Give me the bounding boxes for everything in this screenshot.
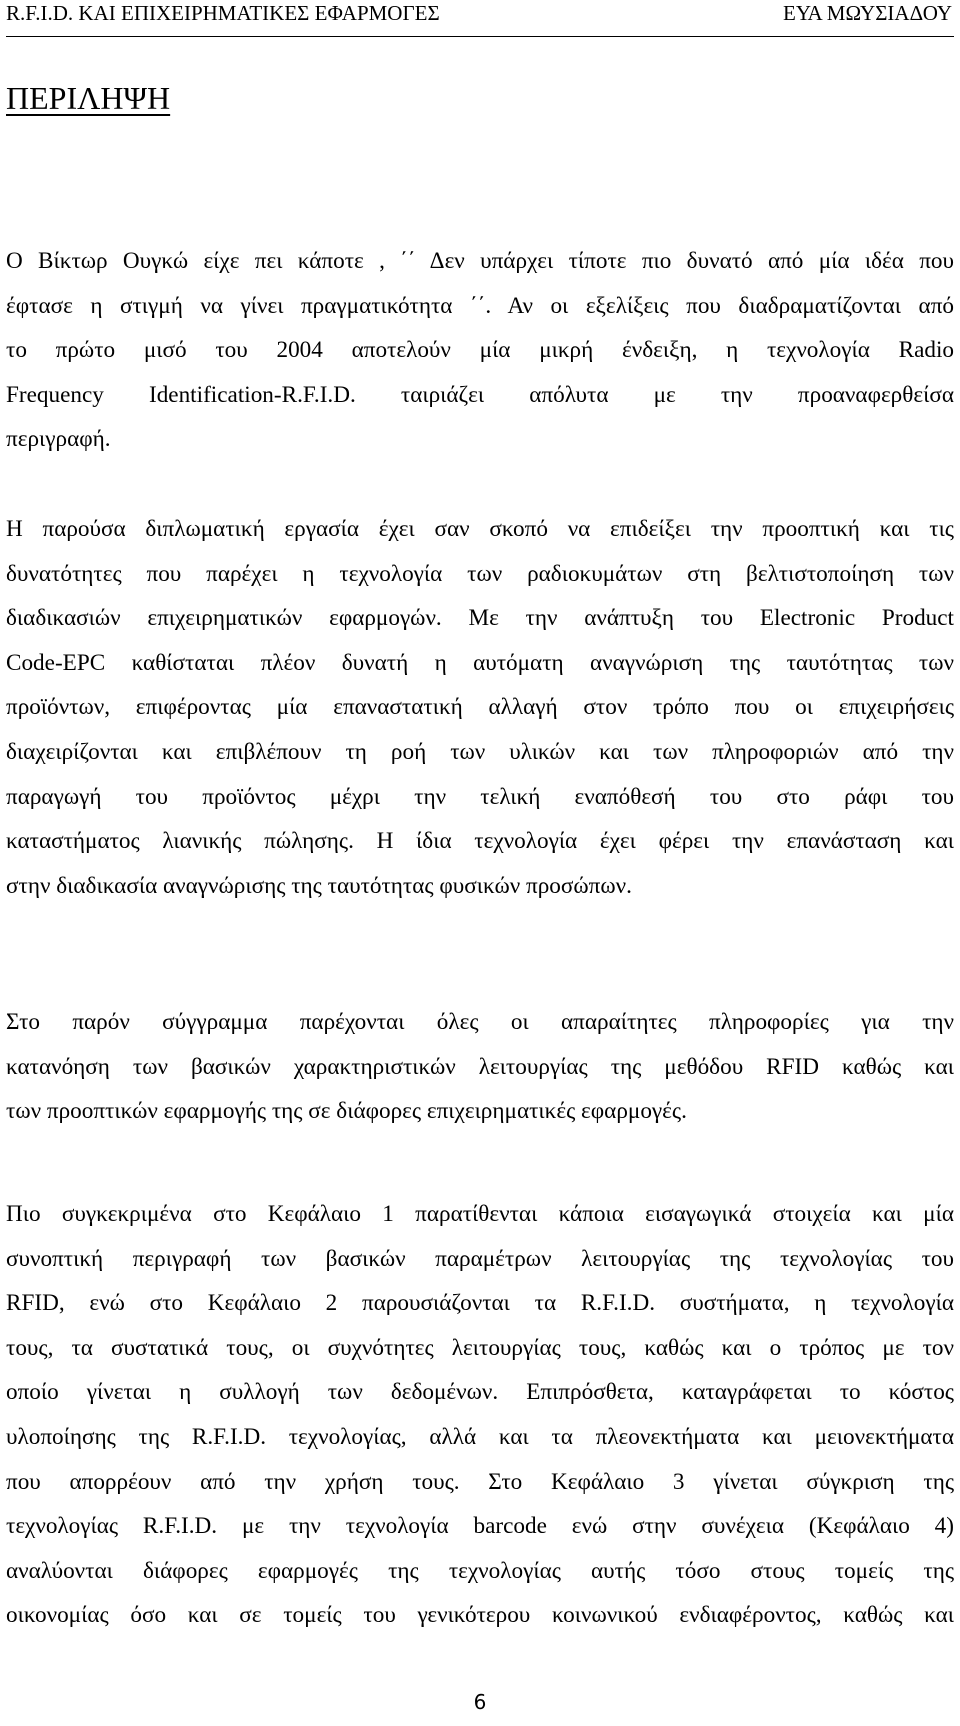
line-text: Η παρούσα διπλωματική εργασία έχει σαν σκοπό να επιδείξει την προοπτική και τις xyxy=(6,516,954,542)
paragraph-line xyxy=(6,1370,954,1415)
paragraph-line xyxy=(6,641,954,686)
paragraph-line xyxy=(6,1045,954,1090)
paragraph-line xyxy=(6,1549,954,1594)
paragraph-line xyxy=(6,284,954,329)
page-number: 6 xyxy=(473,1690,487,1714)
line-text: RFID, ενώ στο Κεφάλαιο 2 παρουσιάζονται τα R.F.I.D. συστήματα, η τεχνολογία xyxy=(6,1290,954,1317)
line-text: το πρώτο μισό του 2004 αποτελούν μία μικρή ένδειξη, η τεχνολογία Radio xyxy=(6,337,954,364)
paragraph-4 xyxy=(6,1192,954,1638)
line-text: αναλύονται διάφορες εφαρμογές της τεχνολογίας αυτής τόσο στους τομείς της xyxy=(6,1557,954,1584)
line-text: προϊόντων, επιφέροντας μία επαναστατική αλλαγή στον τρόπο που οι επιχειρήσεις xyxy=(6,694,954,721)
paragraph-line xyxy=(6,730,954,775)
line-text: διαχειρίζονται και επιβλέπουν τη ροή των υλικών και των πληροφοριών από την xyxy=(6,738,954,765)
paragraph-line xyxy=(6,685,954,730)
paragraph-3 xyxy=(6,1000,954,1134)
paragraph-line xyxy=(6,1504,954,1549)
paragraph-line xyxy=(6,1281,954,1326)
paragraph-1 xyxy=(6,239,954,462)
line-text: καταστήματος λιανικής πώλησης. Η ίδια τεχνολογία έχει φέρει την επανάσταση και xyxy=(6,828,954,855)
line-text: υλοποίησης της R.F.I.D. τεχνολογίας, αλλά και τα πλεονεκτήματα και μειονεκτήματα xyxy=(6,1423,954,1450)
paragraph-line xyxy=(6,1460,954,1505)
line-text: Code-EPC καθίσταται πλέον δυνατή η αυτόματη αναγνώριση της ταυτότητας των xyxy=(6,649,954,676)
paragraph-line xyxy=(6,819,954,864)
paragraph-2 xyxy=(6,507,954,908)
line-text: που απορρέουν από την χρήση τους. Στο Κεφάλαιο 3 γίνεται σύγκριση της xyxy=(6,1468,954,1495)
paragraph-line xyxy=(6,417,954,462)
running-header xyxy=(6,0,954,37)
header-author: ΕΥΑ ΜΩΥΣΙΑΔΟΥ xyxy=(783,1,952,25)
line-text: παραγωγή του προϊόντος μέχρι την τελική εναπόθεσή του στο ράφι του xyxy=(6,783,954,810)
line-text: τεχνολογίας R.F.I.D. με την τεχνολογία barcode ενώ στην συνέχεια (Κεφάλαιο 4) xyxy=(6,1513,954,1540)
paragraph-line xyxy=(6,775,954,820)
paragraph-line xyxy=(6,328,954,373)
paragraph-line xyxy=(6,1237,954,1282)
line-text: Ο Βίκτωρ Ουγκώ είχε πει κάποτε , ΄΄ Δεν υπάρχει τίποτε πιο δυνατό από μία ιδέα που xyxy=(6,248,954,274)
line-text: Πιο συγκεκριμένα στο Κεφάλαιο 1 παρατίθενται κάποια εισαγωγικά στοιχεία και μία xyxy=(6,1201,954,1227)
paragraph-line xyxy=(6,239,954,284)
line-text: περιγραφή. xyxy=(6,426,111,453)
line-text: τους, τα συστατικά τους, οι συχνότητες λειτουργίας τους, καθώς και ο τρόπος με τον xyxy=(6,1334,954,1361)
paragraph-line xyxy=(6,507,954,552)
line-text: συνοπτική περιγραφή των βασικών παραμέτρων λειτουργίας της τεχνολογίας του xyxy=(6,1245,954,1272)
paragraph-line xyxy=(6,1593,954,1638)
section-title: ΠΕΡΙΛΗΨΗ xyxy=(6,80,171,116)
paragraph-line xyxy=(6,1326,954,1371)
paragraph-line xyxy=(6,373,954,418)
paragraph-line xyxy=(6,1089,954,1134)
line-text: διαδικασιών επιχειρηματικών εφαρμογών. Με την ανάπτυξη του Electronic Product xyxy=(6,605,954,632)
line-text: δυνατότητες που παρέχει η τεχνολογία των ραδιοκυμάτων στη βελτιστοποίηση των xyxy=(6,560,954,587)
paragraph-line xyxy=(6,552,954,597)
line-text: Στο παρόν σύγγραμμα παρέχονται όλες οι απαραίτητες πληροφορίες για την xyxy=(6,1009,954,1035)
line-text: κατανόηση των βασικών χαρακτηριστικών λειτουργίας της μεθόδου RFID καθώς και xyxy=(6,1053,954,1080)
line-text: στην διαδικασία αναγνώρισης της ταυτότητας φυσικών προσώπων. xyxy=(6,872,632,899)
paragraph-line xyxy=(6,1415,954,1460)
line-text: οποίο γίνεται η συλλογή των δεδομένων. Επιπρόσθετα, καταγράφεται το κόστος xyxy=(6,1379,954,1406)
paragraph-line xyxy=(6,864,954,909)
header-title: R.F.I.D. ΚΑΙ ΕΠΙΧΕΙΡΗΜΑΤΙΚΕΣ ΕΦΑΡΜΟΓΕΣ xyxy=(6,1,440,25)
line-text: Frequency Identification-R.F.I.D. ταιριάζει απόλυτα με την προαναφερθείσα xyxy=(6,381,954,408)
line-text: οικονομίας όσο και σε τομείς του γενικότερου κοινωνικού ενδιαφέροντος, καθώς και xyxy=(6,1602,954,1629)
paragraph-line xyxy=(6,1000,954,1045)
paragraph-line xyxy=(6,596,954,641)
line-text: των προοπτικών εφαρμογής της σε διάφορες επιχειρηματικές εφαρμογές. xyxy=(6,1098,687,1125)
paragraph-line xyxy=(6,1192,954,1237)
line-text: έφτασε η στιγμή να γίνει πραγματικότητα ΄΄. Αν οι εξελίξεις που διαδραματίζονται από xyxy=(6,292,954,319)
